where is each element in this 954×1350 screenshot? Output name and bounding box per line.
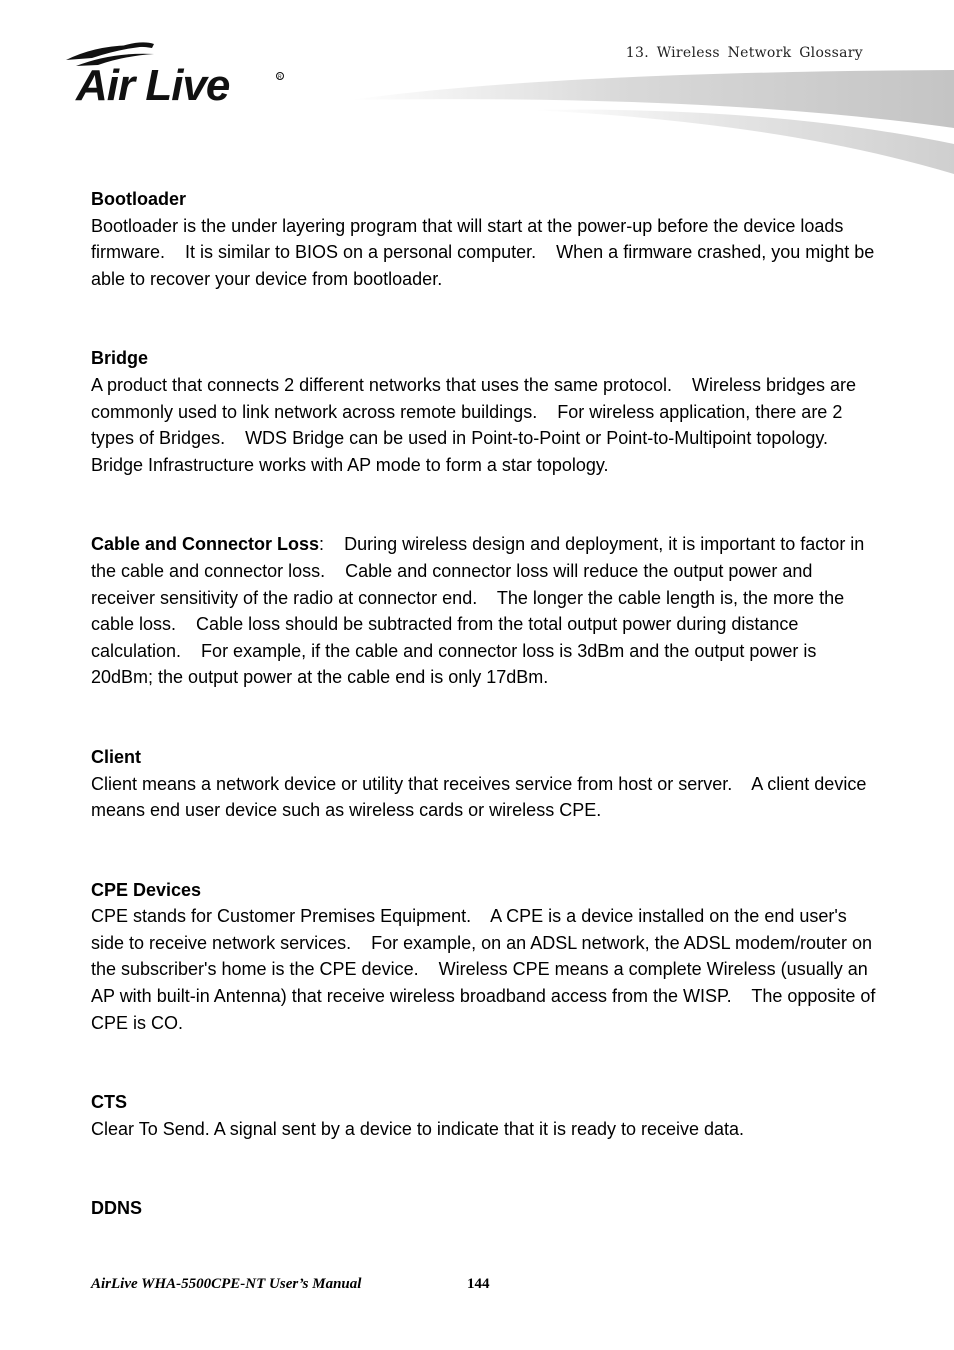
footer-manual-title: AirLive WHA-5500CPE-NT User’s Manual: [91, 1276, 362, 1292]
glossary-entry-cpe-devices: [91, 877, 881, 1037]
glossary-term: Bridge: [91, 348, 149, 369]
glossary-definition: Client means a network device or utility that receives service from host or server. A client device means end user device such as wireless cards or wireless CPE.: [91, 773, 872, 821]
glossary-entry-bootloader: [91, 186, 880, 292]
glossary-entry-bridge: [91, 345, 876, 478]
glossary-term: Client: [91, 746, 142, 767]
logo-wordmark: Air Live: [76, 61, 230, 106]
page-number: 144: [467, 1276, 490, 1292]
glossary-term: DDNS: [91, 1198, 143, 1219]
glossary-term: Bootloader: [91, 189, 187, 209]
chapter-title: 13. Wireless Network Glossary: [625, 45, 863, 61]
glossary-term: CTS: [91, 1092, 127, 1113]
glossary-definition: CPE stands for Customer Premises Equipment. A CPE is a device installed on the end user's side to receive network services. For example, on an ADSL network, the ADSL modem/router on the subscriber's home is the CPE device. Wireless CPE means a complete Wireless (usually an AP with built-in Antenna) that receive wireless broadband access from the WISP. The opposite of CPE is CO.: [91, 906, 881, 1033]
glossary-definition: During wireless design and deployment, it is important to factor in the cable and connector loss. Cable and connector loss will reduce the output power and receiver sensitivity of the radio at connector end. The longer the cable length is, the more the cable loss. Cable loss should be subtracted from the total output power during distance calculation. For example, if the cable and connector loss is 3dBm and the output power is 20dBm; the output power at the cable end is only 17dBm.: [91, 534, 870, 688]
airlive-logo: [62, 40, 292, 106]
glossary-entry-cable-connector-loss: [91, 531, 876, 691]
glossary-definition: Clear To Send. A signal sent by a device to indicate that it is ready to receive data.: [91, 1118, 745, 1139]
svg-text:R: R: [278, 74, 282, 81]
glossary-definition: A product that connects 2 different networks that uses the same protocol. Wireless bridges are commonly used to link network across remote buildings. For wireless application, there are 2 types of Bridges. WDS Bridge can be used in Point-to-Point or Point-to-Multipoint topology. Bridge Infrastructure works with AP mode to form a star topology.: [91, 374, 862, 475]
glossary-entry-client: [91, 744, 876, 824]
term-separator: :: [319, 534, 325, 555]
glossary-entry-ddns: [91, 1195, 876, 1222]
header-swoosh-decoration: [350, 66, 954, 176]
glossary-term: Cable and Connector Loss: [91, 534, 320, 555]
glossary-term: CPE Devices: [91, 879, 202, 900]
glossary-definition: Bootloader is the under layering program that will start at the power-up before the device loads firmware. It is similar to BIOS on a personal computer. When a firmware crashed, you might be able to recover your device from bootloader.: [91, 215, 880, 289]
glossary-content: [91, 186, 881, 1222]
glossary-entry-cts: [91, 1089, 876, 1142]
